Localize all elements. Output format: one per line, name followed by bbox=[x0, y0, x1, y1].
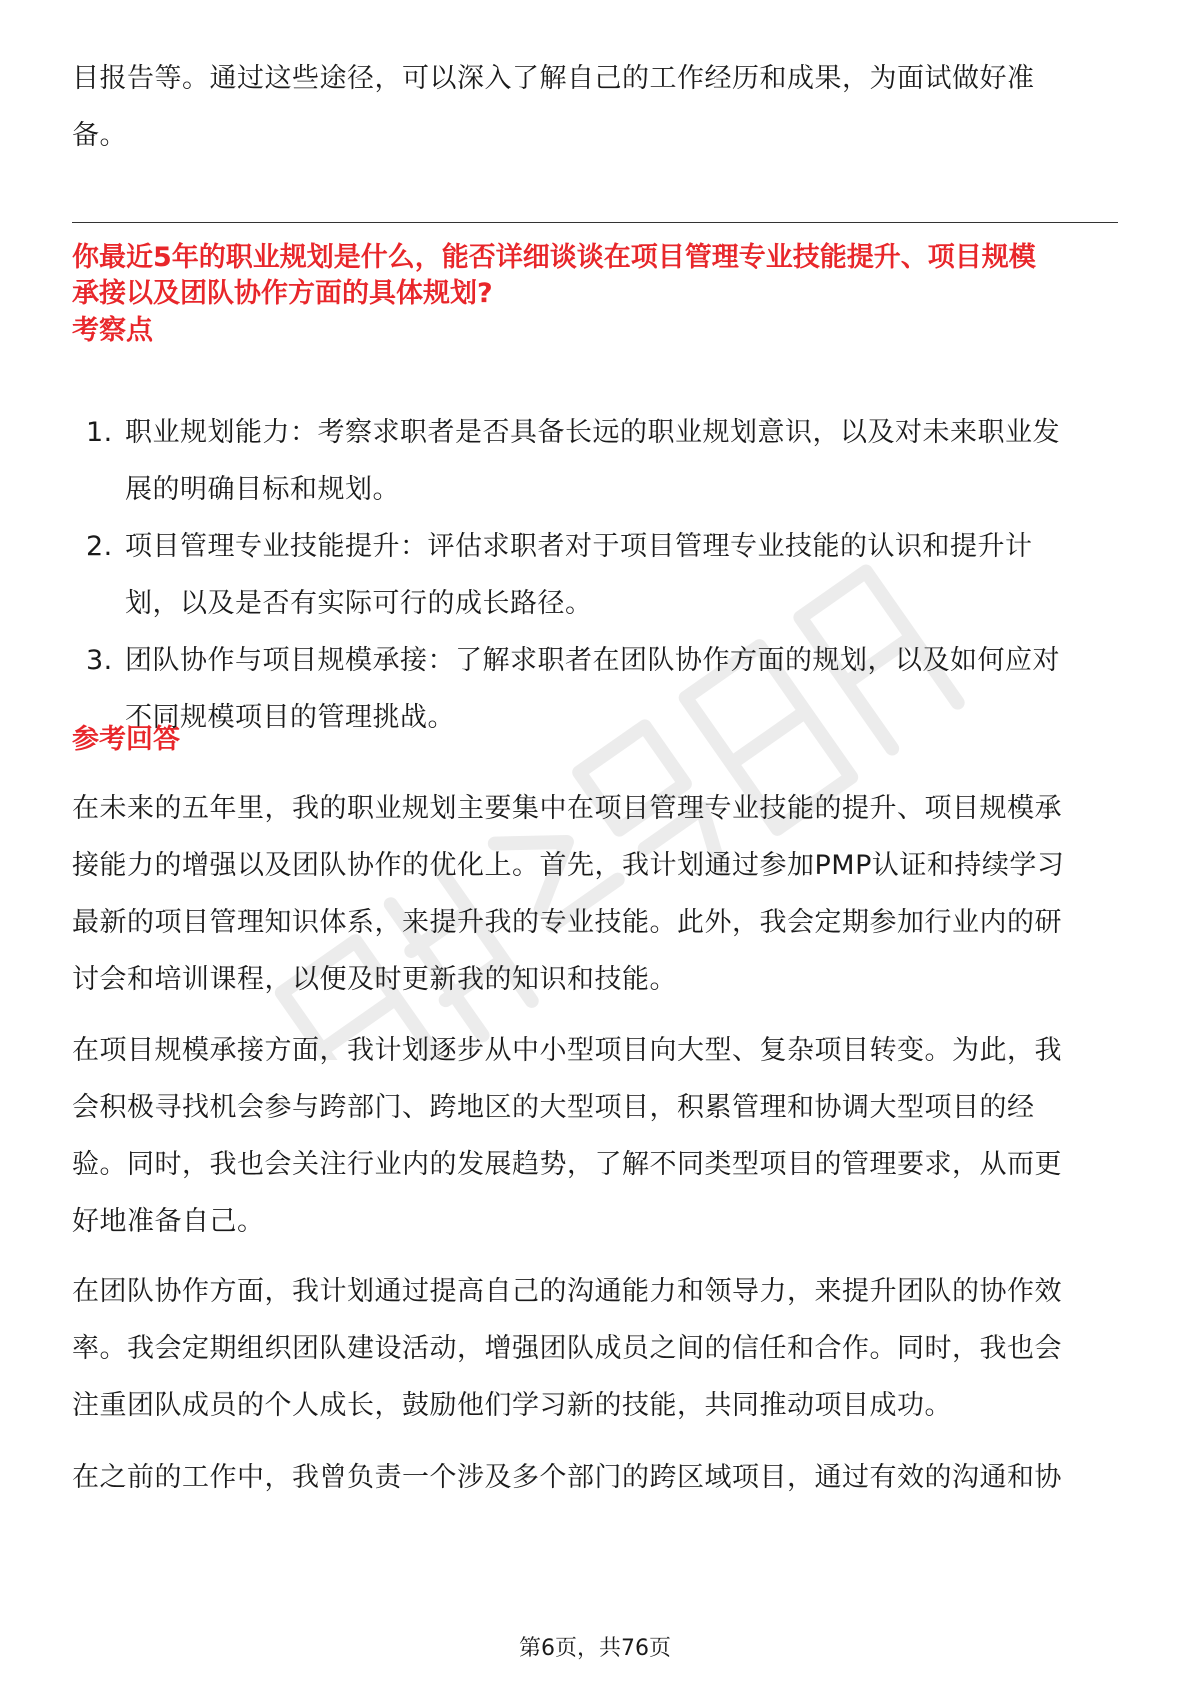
paragraph-line: 最新的项目管理知识体系，来提升我的专业技能。此外，我会定期参加行业内的研 bbox=[72, 907, 1062, 938]
paragraph-line: 注重团队成员的个人成长，鼓励他们学习新的技能，共同推动项目成功。 bbox=[72, 1390, 952, 1421]
list-item-number: 1. bbox=[86, 417, 113, 448]
paragraph-line: 在之前的工作中，我曾负责一个涉及多个部门的跨区域项目，通过有效的沟通和协 bbox=[72, 1462, 1062, 1493]
intro-paragraph bbox=[72, 50, 1118, 164]
paragraph-line: 讨会和培训课程，以便及时更新我的知识和技能。 bbox=[72, 964, 677, 995]
question-title bbox=[72, 240, 1118, 312]
intro-line: 备。 bbox=[72, 120, 127, 151]
list-item bbox=[72, 404, 1118, 518]
list-item-line: 团队协作与项目规模承接：了解求职者在团队协作方面的规划，以及如何应对 bbox=[125, 645, 1060, 676]
answer-heading: 参考回答 bbox=[72, 724, 180, 755]
list-item-line: 展的明确目标和规划。 bbox=[125, 474, 400, 505]
answer-paragraph bbox=[72, 780, 1118, 1008]
paragraph-line: 在项目规模承接方面，我计划逐步从中小型项目向大型、复杂项目转变。为此，我 bbox=[72, 1035, 1062, 1066]
list-item-line: 项目管理专业技能提升：评估求职者对于项目管理专业技能的认识和提升计 bbox=[125, 531, 1033, 562]
list-item-number: 3. bbox=[86, 645, 113, 676]
list-item-line: 划，以及是否有实际可行的成长路径。 bbox=[125, 588, 593, 619]
question-line: 你最近5年的职业规划是什么，能否详细谈谈在项目管理专业技能提升、项目规模 bbox=[72, 242, 1036, 273]
answer-paragraph bbox=[72, 1022, 1118, 1250]
paragraph-line: 率。我会定期组织团队建设活动，增强团队成员之间的信任和合作。同时，我也会 bbox=[72, 1333, 1062, 1364]
evaluation-points-list bbox=[72, 404, 1118, 746]
page-number-footer: 第6页，共76页 bbox=[519, 1636, 671, 1661]
answer-paragraph bbox=[72, 1449, 1118, 1506]
intro-line: 目报告等。通过这些途径，可以深入了解自己的工作经历和成果，为面试做好准 bbox=[72, 63, 1035, 94]
answer-paragraph bbox=[72, 1263, 1118, 1434]
paragraph-line: 好地准备自己。 bbox=[72, 1206, 265, 1237]
question-line: 承接以及团队协作方面的具体规划? bbox=[72, 278, 493, 309]
section-divider bbox=[72, 222, 1118, 223]
points-heading: 考察点 bbox=[72, 315, 153, 346]
paragraph-line: 在团队协作方面，我计划通过提高自己的沟通能力和领导力，来提升团队的协作效 bbox=[72, 1276, 1062, 1307]
paragraph-line: 会积极寻找机会参与跨部门、跨地区的大型项目，积累管理和协调大型项目的经 bbox=[72, 1092, 1035, 1123]
list-item bbox=[72, 632, 1118, 746]
list-item-line: 不同规模项目的管理挑战。 bbox=[125, 702, 455, 733]
paragraph-line: 接能力的增强以及团队协作的优化上。首先，我计划通过参加PMP认证和持续学习 bbox=[72, 850, 1065, 881]
paragraph-line: 在未来的五年里，我的职业规划主要集中在项目管理专业技能的提升、项目规模承 bbox=[72, 793, 1062, 824]
list-item-line: 职业规划能力：考察求职者是否具备长远的职业规划意识，以及对未来职业发 bbox=[125, 417, 1060, 448]
list-item-number: 2. bbox=[86, 531, 113, 562]
list-item bbox=[72, 518, 1118, 632]
paragraph-line: 验。同时，我也会关注行业内的发展趋势，了解不同类型项目的管理要求，从而更 bbox=[72, 1149, 1062, 1180]
